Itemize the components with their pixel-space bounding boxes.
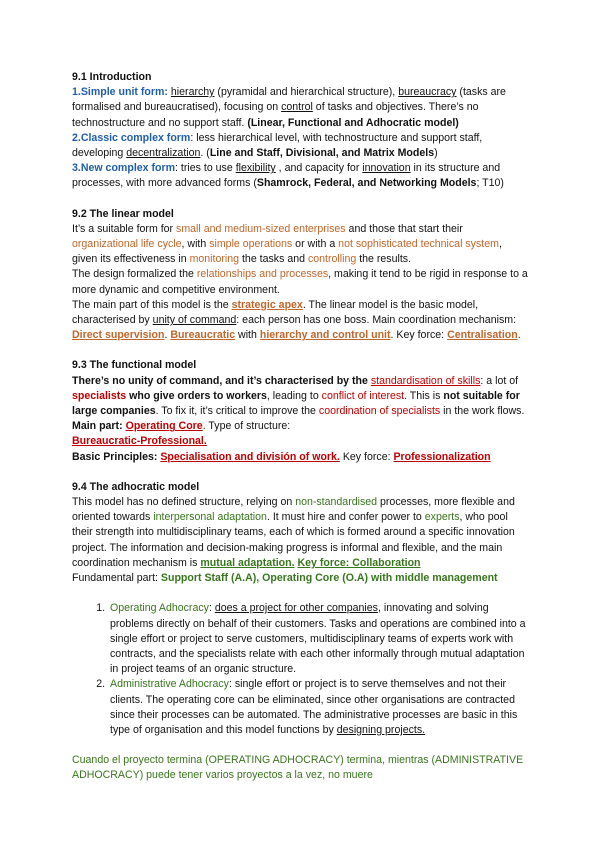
term-unity-of-command: unity of command (152, 314, 237, 327)
new-complex-form-label: 3.New complex form (72, 162, 176, 175)
term-innovation: innovation (362, 162, 411, 175)
term-decentralization: decentralization (126, 147, 201, 160)
simple-unit-form-paragraph: 1.Simple unit form: hierarchy (pyramidal and hierarchical structure), bureaucracy (tasks are formalised and bureaucratised), focusing on control of tasks and objectives. There’s no technostructure and no support staff. (Linear, Functional and Adhocratic model) (72, 86, 506, 129)
simple-unit-form-label: 1.Simple unit form: (72, 86, 168, 99)
term-flexibility: flexibility (235, 162, 276, 175)
term-strategic-apex: strategic apex (231, 298, 303, 311)
linear-model-paragraph-2: The design formalized the relationships and processes, making it tend to be rigid in response to a more dynamic and competitive environment. (72, 268, 528, 296)
section-9-3-title: 9.3 The functional model (72, 359, 197, 372)
linear-model-paragraph-1: It’s a suitable form for small and medium-sized enterprises and those that start their organizational life cycle, with simple operations or with a not sophisticated technical system, given its effectiveness in monitoring the tasks and controlling the results. (72, 222, 502, 266)
adhocratic-model-paragraph: This model has no defined structure, relying on non-standardised processes, more flexible and oriented towards interpersonal adaptation. It must hire and confer power to experts, who pool their strength into multidisciplinary teams, each of which is formed around a specific innovation project. The information and decision-making progress is informal and flexible, and the main coordination mechanism is mutual adaptation. Key force: Collaboration (72, 496, 515, 569)
adhocratic-fundamental-part: Fundamental part: Support Staff (A.A), Operating Core (O.A) with middle management (72, 572, 498, 585)
classic-complex-form-label: 2.Classic complex form (72, 131, 191, 144)
new-complex-form-paragraph: 3.New complex form: tries to use flexibility , and capacity for innovation in its structure and processes, with more advanced forms (Shamrock, Federal, and Networking Models; T10) (72, 162, 504, 190)
spanish-note: Cuando el proyecto termina (OPERATING ADHOCRACY) termina, mientras (ADMINISTRATIVE ADHOCRACY) puede tener varios proyectos a la vez, no muere (72, 754, 524, 782)
adhocracy-types-list (72, 601, 528, 738)
term-centralisation: Centralisation (447, 329, 518, 342)
term-control: control (281, 101, 313, 114)
term-hierarchy: hierarchy (170, 86, 215, 99)
document-page (72, 70, 528, 784)
classic-complex-form-paragraph: 2.Classic complex form: less hierarchical level, with technostructure and support staff, developing decentralization. (Line and Staff, Divisional, and Matrix Models) (72, 131, 483, 160)
list-item: 1. Operating Adhocracy: does a project for other companies, innovating and solving problems directly on behalf of their customers. Tasks and operations are combined into a single effort or project to serve customers, multidisciplinary teams of experts work with contracts, and the specialists relate with each other informally through mutual adaptation in project teams of an organic structure. (108, 601, 528, 677)
section-9-4-title: 9.4 The adhocratic model (72, 480, 200, 493)
functional-structure-type: Bureaucratic-Professional. (72, 435, 207, 448)
linear-model-paragraph-3: The main part of this model is the strategic apex. The linear model is the basic model, characterised by unity of command: each person has one boss. Main coordination mechanism: Direct supervision. Bureaucratic with hierarchy and control unit. Key force: Centralisation. (72, 298, 521, 342)
functional-model-paragraph: There’s no unity of command, and it’s characterised by the standardisation of skills: a lot of specialists who give orders to workers, leading to conflict of interest. This is not suitable for large companies. To fix it, it’s critical to improve the coordination of specialists in the work flows. Main part: Operating Core. Type of structure: (72, 374, 525, 433)
section-9-1-title: 9.1 Introduction (72, 71, 152, 83)
section-9-2-title: 9.2 The linear model (72, 207, 174, 220)
functional-basic-principles: Basic Principles: Specialisation and división of work. Key force: Professionalization (72, 450, 491, 463)
term-bureaucracy: bureaucracy (398, 86, 457, 99)
list-item: 2. Administrative Adhocracy: single effort or project is to serve themselves and not their clients. The operating core can be eliminated, since other organisations are contracted since their processes can be automated. The administrative processes are basic in this type of organisation and this model functions by designing projects. (108, 677, 528, 738)
